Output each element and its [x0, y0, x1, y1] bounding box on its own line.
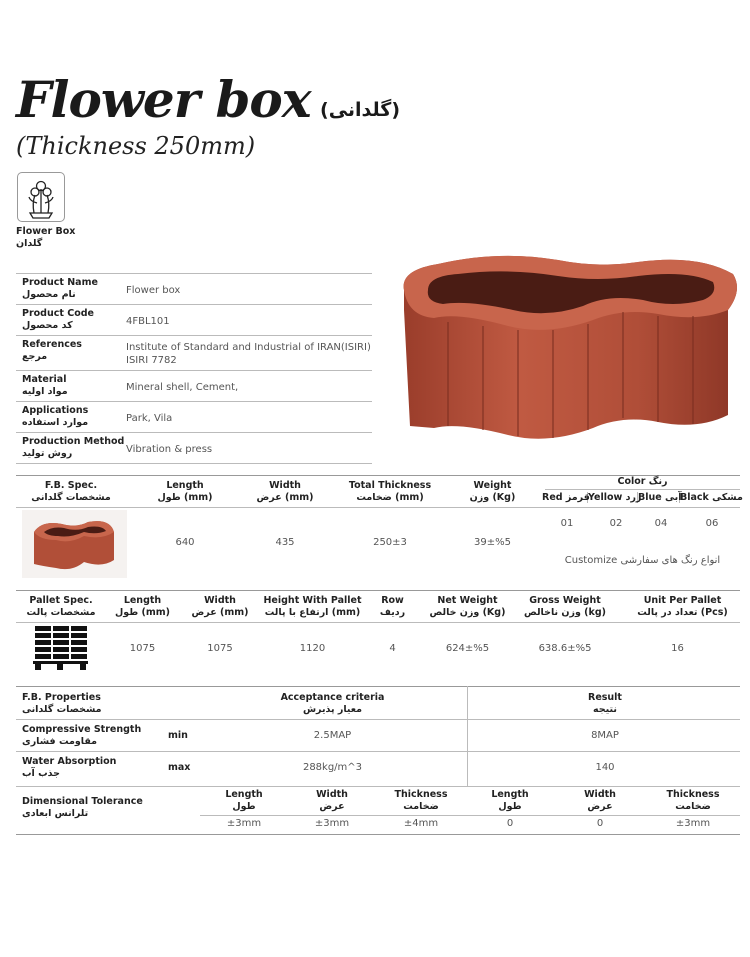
pallet-gross-value: 638.6±%5 [538, 643, 592, 654]
tol-width2-header: Width عرض [584, 789, 616, 812]
pallet-width-value: 1075 [207, 643, 233, 654]
result-header: Result نتیجه [588, 692, 622, 715]
spec-row-applications: Applications موارد استفاده Park, Vila [16, 402, 372, 433]
page-title-fa: (گلدانی) [320, 99, 401, 121]
pallet-icon [33, 626, 88, 671]
weight-header: Weight وزن (Kg) [469, 480, 516, 503]
icon-label: Flower Box گلدان [16, 226, 76, 249]
fb-spec-header: F.B. Spec. مشخصات گلدانی [31, 480, 111, 503]
fb-width-value: 435 [275, 537, 295, 548]
compressive-result: 8MAP [591, 730, 619, 741]
color-yellow: Yellow زرد [588, 492, 642, 503]
product-image [398, 250, 743, 445]
tolerance-values [200, 818, 740, 829]
tol-width-header: Width عرض [316, 789, 348, 812]
color-subheader-line [545, 489, 740, 490]
color-code-yellow: 02 [609, 518, 623, 529]
tol-width2-value: 0 [596, 818, 604, 829]
divider [16, 834, 740, 835]
tol-length2-header: Length طول [491, 789, 529, 812]
absorption-limit: max [168, 762, 191, 773]
spec-row-material: Material مواد اولیه Mineral shell, Cement, [16, 371, 372, 402]
color-black: Black مشکی [680, 492, 743, 503]
width-header: Width عرض (mm) [256, 480, 314, 503]
tol-width-value: ±3mm [314, 818, 350, 829]
tol-thickness2-header: Thickness ضخامت [666, 789, 720, 812]
color-code-red: 01 [560, 518, 574, 529]
color-codes [542, 518, 742, 529]
color-blue: Blue آبی [638, 492, 682, 503]
pallet-width-header: Width عرض (mm) [191, 595, 249, 618]
prop-header-left: F.B. Properties مشخصات گلدانی [22, 692, 102, 715]
page-subtitle: (Thickness 250mm) [16, 132, 256, 160]
absorption-criteria: 288kg/m^3 [302, 762, 363, 773]
compressive-criteria: 2.5MAP [313, 730, 352, 741]
pallet-unit-value: 16 [671, 643, 684, 654]
absorption-result: 140 [595, 762, 615, 773]
column-divider [467, 686, 468, 786]
spec-row-method: Production Method روش تولید Vibration & press [16, 433, 372, 464]
compressive-label: Compressive Strength مقاومت فشاری [22, 724, 142, 747]
fb-length-value: 640 [175, 537, 195, 548]
absorption-label: Water Absorption جذب آب [22, 756, 117, 779]
fb-weight-value: 39±%5 [474, 537, 511, 548]
color-code-blue: 04 [654, 518, 668, 529]
compressive-limit: min [168, 730, 188, 741]
color-header: Color رنگ [617, 476, 668, 487]
divider [16, 590, 740, 591]
spec-row-code: Product Code کد محصول 4FBL101 [16, 305, 372, 336]
tol-length2-value: 0 [506, 818, 514, 829]
tolerance-label: Dimensional Tolerance تلرانس ابعادی [22, 796, 143, 819]
divider [16, 622, 740, 623]
pallet-height-header: Height With Pallet ارتفاع با پالت (mm) [263, 595, 362, 618]
spec-row-references: References مرجع Institute of Standard and Industrial of IRAN(ISIRI) ISIRI 7782 [16, 336, 372, 371]
fb-thickness-value: 250±3 [373, 537, 407, 548]
pallet-net-value: 624±%5 [445, 643, 490, 654]
divider [16, 751, 740, 752]
pallet-row-value: 4 [389, 643, 396, 654]
pallet-height-value: 1120 [299, 643, 326, 654]
pallet-unit-header: Unit Per Pallet تعداد در پالت (Pcs) [637, 595, 728, 618]
pallet-length-header: Length طول (mm) [115, 595, 170, 618]
color-red: Red قرمز [542, 492, 590, 503]
divider [16, 507, 740, 508]
divider [200, 815, 740, 816]
color-labels [542, 492, 742, 503]
flower-icon [17, 172, 65, 222]
tol-thickness-header: Thickness ضخامت [394, 789, 448, 812]
pallet-gross-header: Gross Weight وزن ناخالص (kg) [524, 595, 606, 618]
tol-length-value: ±3mm [226, 818, 262, 829]
flower-box-thumbnail [22, 510, 127, 578]
pallet-row-header: Row ردیف [379, 595, 406, 618]
pallet-net-header: Net Weight وزن خالص (Kg) [429, 595, 506, 618]
thickness-header: Total Thickness ضخامت (mm) [348, 480, 432, 503]
spec-row-name: Product Name نام محصول Flower box [16, 274, 372, 305]
customize-note: Customize انواع رنگ های سفارشی [564, 555, 721, 566]
tolerance-headers [200, 786, 740, 813]
tol-length-header: Length طول [225, 789, 263, 812]
pallet-length-value: 1075 [129, 643, 156, 654]
product-specs [16, 273, 372, 464]
tol-thickness-value: ±4mm [403, 818, 439, 829]
pallet-spec-header: Pallet Spec. مشخصات پالت [26, 595, 96, 618]
length-header: Length طول (mm) [157, 480, 213, 503]
tol-thickness2-value: ±3mm [675, 818, 711, 829]
divider [16, 719, 740, 720]
criteria-header: Acceptance criteria معیار پذیرش [280, 692, 385, 715]
color-code-black: 06 [705, 518, 719, 529]
page-title: Flower box [16, 70, 311, 129]
divider [16, 686, 740, 687]
